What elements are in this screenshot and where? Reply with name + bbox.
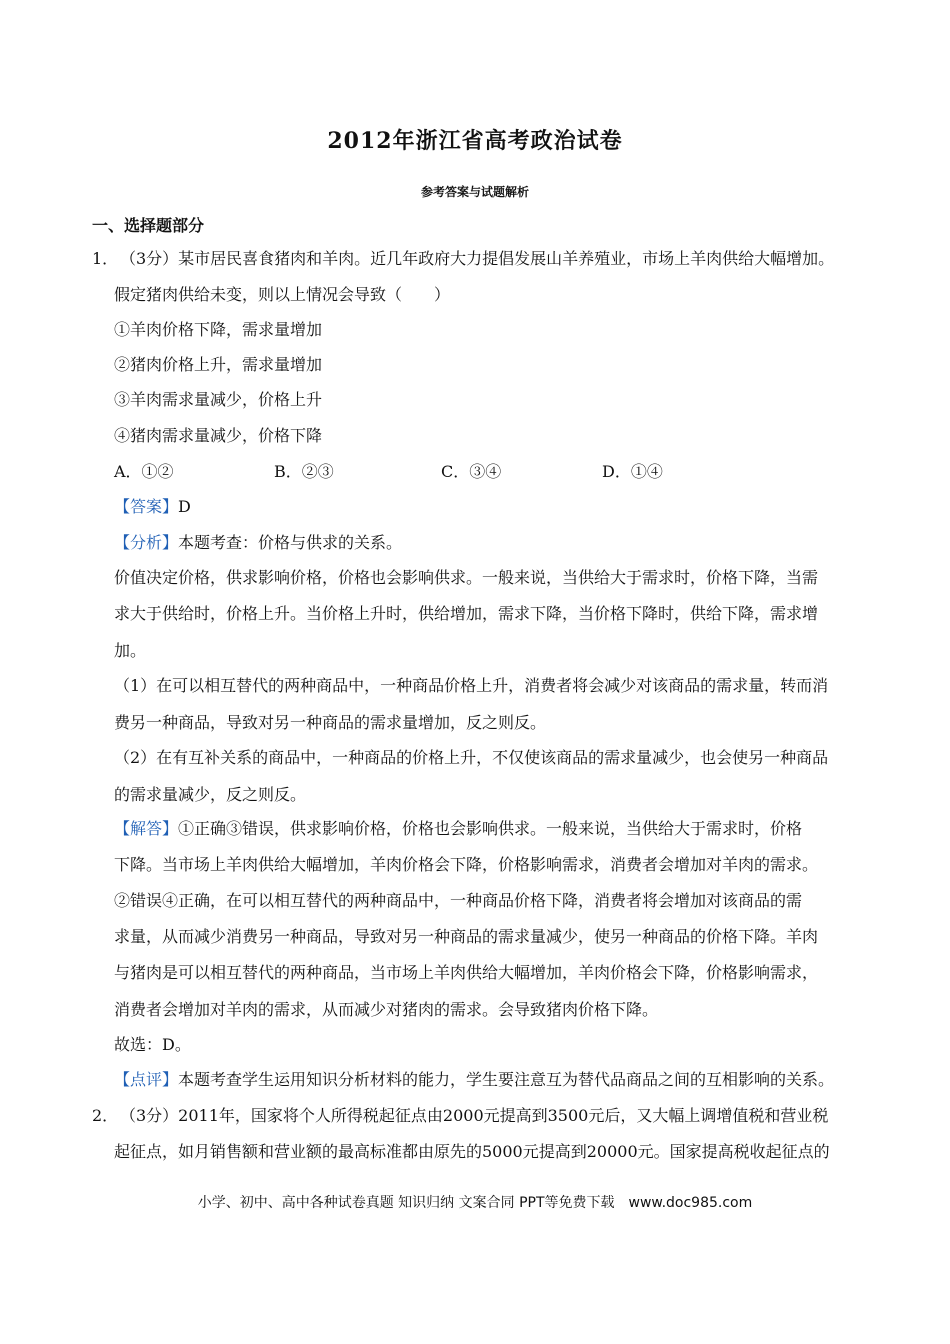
question-1-stem-line-2: 假定猪肉供给未变，则以上情况会导致（ ） (114, 285, 451, 304)
answer-tag: 【答案】 (114, 497, 179, 516)
question-1-item-3: ③羊肉需求量减少，价格上升 (114, 390, 323, 409)
question-1-choice-d: D．①④ (602, 462, 663, 481)
page-title: 2012年浙江省高考政治试卷 (327, 128, 623, 154)
analysis-line: 价值决定价格，供求影响价格，价格也会影响供求。一般来说，当供给大于需求时，价格下降，当需 (114, 568, 819, 587)
question-2-stem-line-2: 起征点，如月销售额和营业额的最高标准都由原先的5000元提高到20000元。国家提高税收起征点的 (114, 1142, 830, 1161)
question-1-choice-b: B．②③ (274, 462, 334, 481)
question-2-stem-line-1: （3分）2011年，国家将个人所得税起征点由2000元提高到3500元后，又大幅上调增值税和营业税 (120, 1106, 829, 1125)
section-heading: 一、选择题部分 (92, 216, 205, 235)
question-2-number: 2． (92, 1106, 119, 1125)
solution-line: 与猪肉是可以相互替代的两种商品，当市场上羊肉供给大幅增加，羊肉价格会下降，价格影响需求， (114, 963, 819, 982)
solution-line: 消费者会增加对羊肉的需求，从而减少对猪肉的需求。会导致猪肉价格下降。 (114, 1000, 659, 1019)
question-1-choice-a: A．①② (114, 462, 174, 481)
question-1-number: 1． (92, 249, 119, 268)
comment-tag: 【点评】 (114, 1070, 179, 1089)
comment-text: 本题考查学生运用知识分析材料的能力，学生要注意互为替代品商品之间的互相影响的关系。 (178, 1070, 835, 1089)
analysis-intro: 本题考查：价格与供求的关系。 (178, 533, 403, 552)
page-subtitle: 参考答案与试题解析 (420, 185, 529, 199)
solution-line: 下降。当市场上羊肉供给大幅增加，羊肉价格会下降，价格影响需求，消费者会增加对羊肉的需求。 (114, 855, 819, 874)
solution-tag: 【解答】 (114, 819, 179, 838)
solution-intro: ①正确③错误，供求影响价格，价格也会影响供求。一般来说，当供给大于需求时，价格 (178, 819, 803, 838)
analysis-line: 加。 (114, 641, 147, 660)
page-footer: 小学、初中、高中各种试卷真题 知识归纳 文案合同 PPT等免费下载 www.doc985.com (197, 1195, 753, 1211)
question-1-choice-c: C．③④ (441, 462, 502, 481)
solution-line: ②错误④正确，在可以相互替代的两种商品中，一种商品价格下降，消费者将会增加对该商品的需 (114, 891, 803, 910)
solution-line-first (114, 819, 802, 839)
solution-line: 故选：D。 (114, 1035, 191, 1054)
answer-line (114, 497, 191, 517)
analysis-tag: 【分析】 (114, 533, 179, 552)
answer-value: D (178, 497, 191, 516)
question-1-stem-line-1: （3分）某市居民喜食猪肉和羊肉。近几年政府大力提倡发展山羊养殖业，市场上羊肉供给大幅增加。 (120, 249, 835, 268)
analysis-line: （1）在可以相互替代的两种商品中，一种商品价格上升，消费者将会减少对该商品的需求量，转而消 (114, 676, 829, 695)
question-1-item-4: ④猪肉需求量减少，价格下降 (114, 426, 323, 445)
comment-line (114, 1070, 834, 1090)
analysis-line: 求大于供给时，价格上升。当价格上升时，供给增加，需求下降，当价格下降时，供给下降，需求增 (114, 604, 819, 623)
question-1-item-2: ②猪肉价格上升，需求量增加 (114, 355, 323, 374)
solution-line: 求量，从而减少消费另一种商品，导致对另一种商品的需求量减少，使另一种商品的价格下降。羊肉 (114, 927, 819, 946)
analysis-line-first (114, 533, 402, 553)
analysis-line: 的需求量减少，反之则反。 (114, 785, 307, 804)
question-1-item-1: ①羊肉价格下降，需求量增加 (114, 320, 323, 339)
analysis-line: （2）在有互补关系的商品中，一种商品的价格上升，不仅使该商品的需求量减少，也会使另一种商品 (114, 748, 829, 767)
analysis-line: 费另一种商品，导致对另一种商品的需求量增加，反之则反。 (114, 713, 547, 732)
